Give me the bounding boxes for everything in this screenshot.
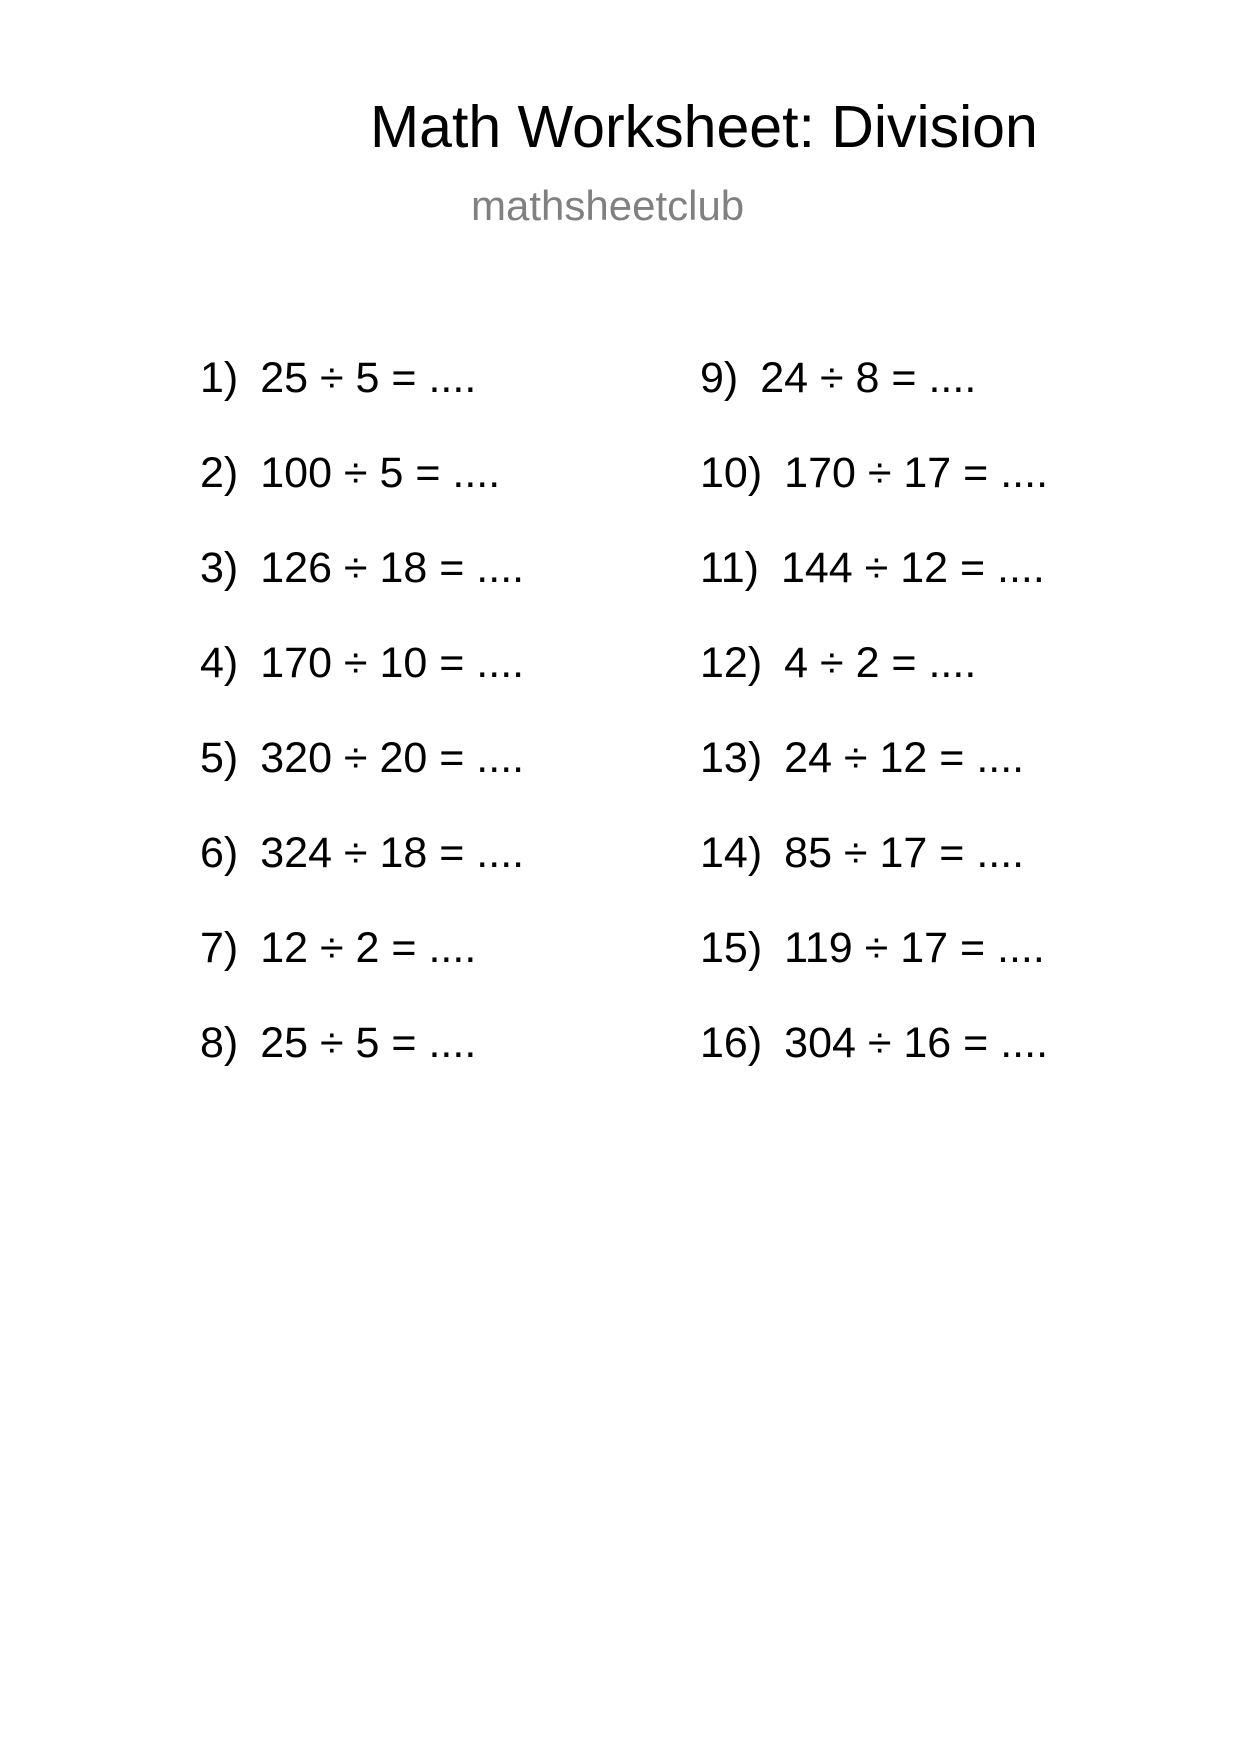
problem-expression: 126 ÷ 18 = .... — [260, 544, 525, 592]
problem-expression: 320 ÷ 20 = .... — [260, 734, 525, 782]
problem-15 — [700, 924, 1045, 972]
worksheet-title: Math Worksheet: Division — [370, 94, 1038, 160]
problem-expression: 24 ÷ 12 = .... — [784, 734, 1025, 782]
worksheet-subtitle: mathsheetclub — [471, 182, 745, 229]
problem-number: 2) — [200, 449, 239, 497]
problem-expression: 4 ÷ 2 = .... — [784, 639, 977, 687]
problem-expression: 100 ÷ 5 = .... — [260, 449, 501, 497]
problem-expression: 170 ÷ 10 = .... — [260, 639, 525, 687]
problem-number: 6) — [200, 829, 239, 877]
problem-number: 11) — [700, 544, 759, 592]
problem-expression: 170 ÷ 17 = .... — [784, 449, 1049, 497]
problem-2 — [200, 449, 501, 497]
problem-7 — [200, 924, 477, 972]
problem-number: 15) — [700, 924, 763, 972]
problem-expression: 24 ÷ 8 = .... — [760, 354, 977, 402]
problem-number: 7) — [200, 924, 239, 972]
problem-13 — [700, 734, 1025, 782]
problem-10 — [700, 449, 1049, 497]
problem-11 — [700, 544, 1045, 592]
problem-1 — [200, 354, 477, 402]
problem-number: 8) — [200, 1019, 239, 1067]
problem-number: 12) — [700, 639, 763, 687]
problem-expression: 85 ÷ 17 = .... — [784, 829, 1025, 877]
problem-expression: 25 ÷ 5 = .... — [260, 354, 477, 402]
problem-number: 5) — [200, 734, 239, 782]
problem-number: 16) — [700, 1019, 763, 1067]
problem-5 — [200, 734, 525, 782]
problem-expression: 12 ÷ 2 = .... — [260, 924, 477, 972]
problem-4 — [200, 639, 525, 687]
problem-14 — [700, 829, 1025, 877]
problem-expression: 119 ÷ 17 = .... — [784, 924, 1045, 972]
problem-3 — [200, 544, 525, 592]
problem-number: 10) — [700, 449, 763, 497]
problem-9 — [700, 354, 977, 402]
problem-6 — [200, 829, 525, 877]
problem-expression: 144 ÷ 12 = .... — [780, 544, 1045, 592]
problem-expression: 25 ÷ 5 = .... — [260, 1019, 477, 1067]
problem-expression: 324 ÷ 18 = .... — [260, 829, 525, 877]
problem-12 — [700, 639, 977, 687]
problem-8 — [200, 1019, 477, 1067]
problem-number: 14) — [700, 829, 763, 877]
problem-number: 9) — [700, 354, 739, 402]
problem-16 — [700, 1019, 1049, 1067]
problem-number: 1) — [200, 354, 239, 402]
problem-number: 13) — [700, 734, 763, 782]
problem-expression: 304 ÷ 16 = .... — [784, 1019, 1049, 1067]
problem-number: 3) — [200, 544, 239, 592]
problem-number: 4) — [200, 639, 239, 687]
